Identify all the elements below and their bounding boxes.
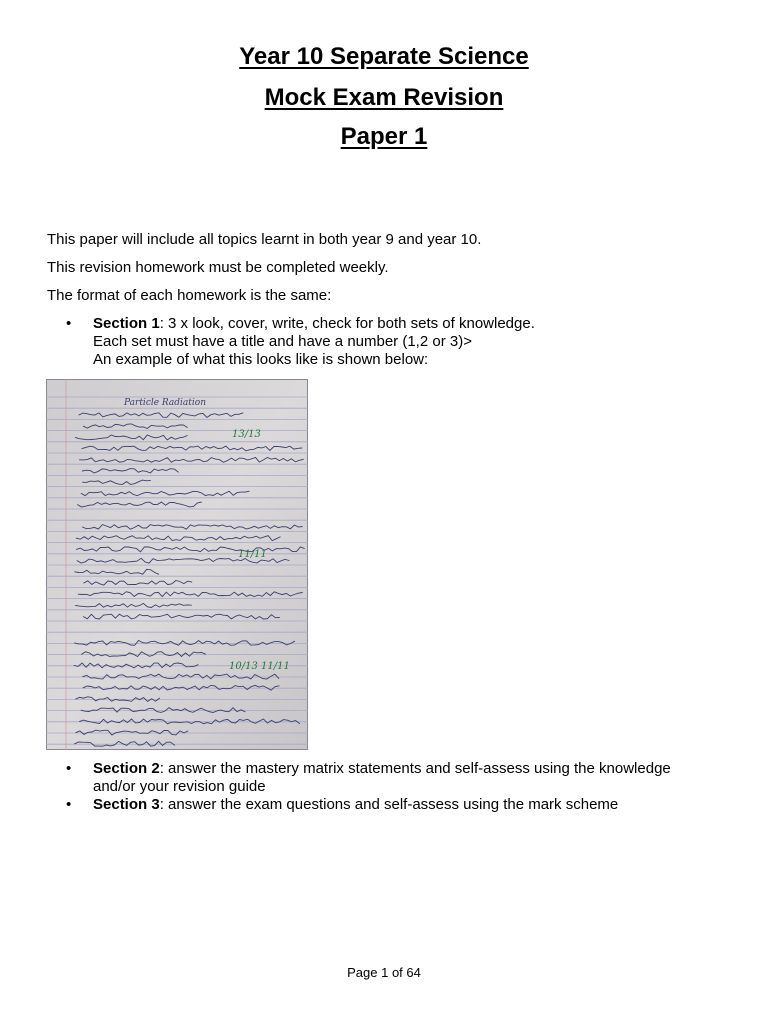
section-3-label: Section 3 xyxy=(93,796,160,813)
page-number-footer: Page 1 of 64 xyxy=(347,965,421,980)
section-2-label: Section 2 xyxy=(93,760,160,777)
section-list-1 xyxy=(47,315,727,369)
bullet-icon: • xyxy=(66,796,72,813)
score-mark: 13/13 xyxy=(232,429,261,440)
section-1-label: Section 1 xyxy=(93,315,160,332)
score-mark: 11/11 xyxy=(261,661,290,672)
bullet-icon: • xyxy=(66,315,72,332)
section-3-text: : answer the exam questions and self-assess using the mark scheme xyxy=(159,796,619,813)
intro-format-text: The format of each homework is the same: xyxy=(47,287,332,304)
score-mark: 10/13 xyxy=(229,661,258,672)
score-mark: 11/11 xyxy=(238,549,267,560)
intro-weekly-text: This revision homework must be completed weekly. xyxy=(47,259,389,276)
document-subtitle: Mock Exam Revision xyxy=(264,84,504,111)
list-item-section-1 xyxy=(47,315,727,369)
document-title: Year 10 Separate Science xyxy=(239,43,529,70)
notebook-heading: Particle Radiation xyxy=(124,398,206,408)
section-2-text: : answer the mastery matrix statements and self-assess using the knowledge xyxy=(159,760,671,777)
example-notebook-photo xyxy=(46,379,308,750)
section-list-2 xyxy=(47,760,727,814)
section-1-line2: Each set must have a title and have a number (1,2 or 3)> xyxy=(93,333,472,350)
section-2-line2: and/or your revision guide xyxy=(93,778,266,795)
list-item-section-2 xyxy=(47,760,727,796)
intro-topics-text: This paper will include all topics learnt in both year 9 and year 10. xyxy=(47,231,482,248)
bullet-icon: • xyxy=(66,760,72,777)
list-item-section-3 xyxy=(47,796,727,814)
section-1-line3: An example of what this looks like is shown below: xyxy=(93,351,429,368)
section-1-text: : 3 x look, cover, write, check for both sets of knowledge. xyxy=(159,315,535,332)
paper-number-heading: Paper 1 xyxy=(340,123,428,150)
